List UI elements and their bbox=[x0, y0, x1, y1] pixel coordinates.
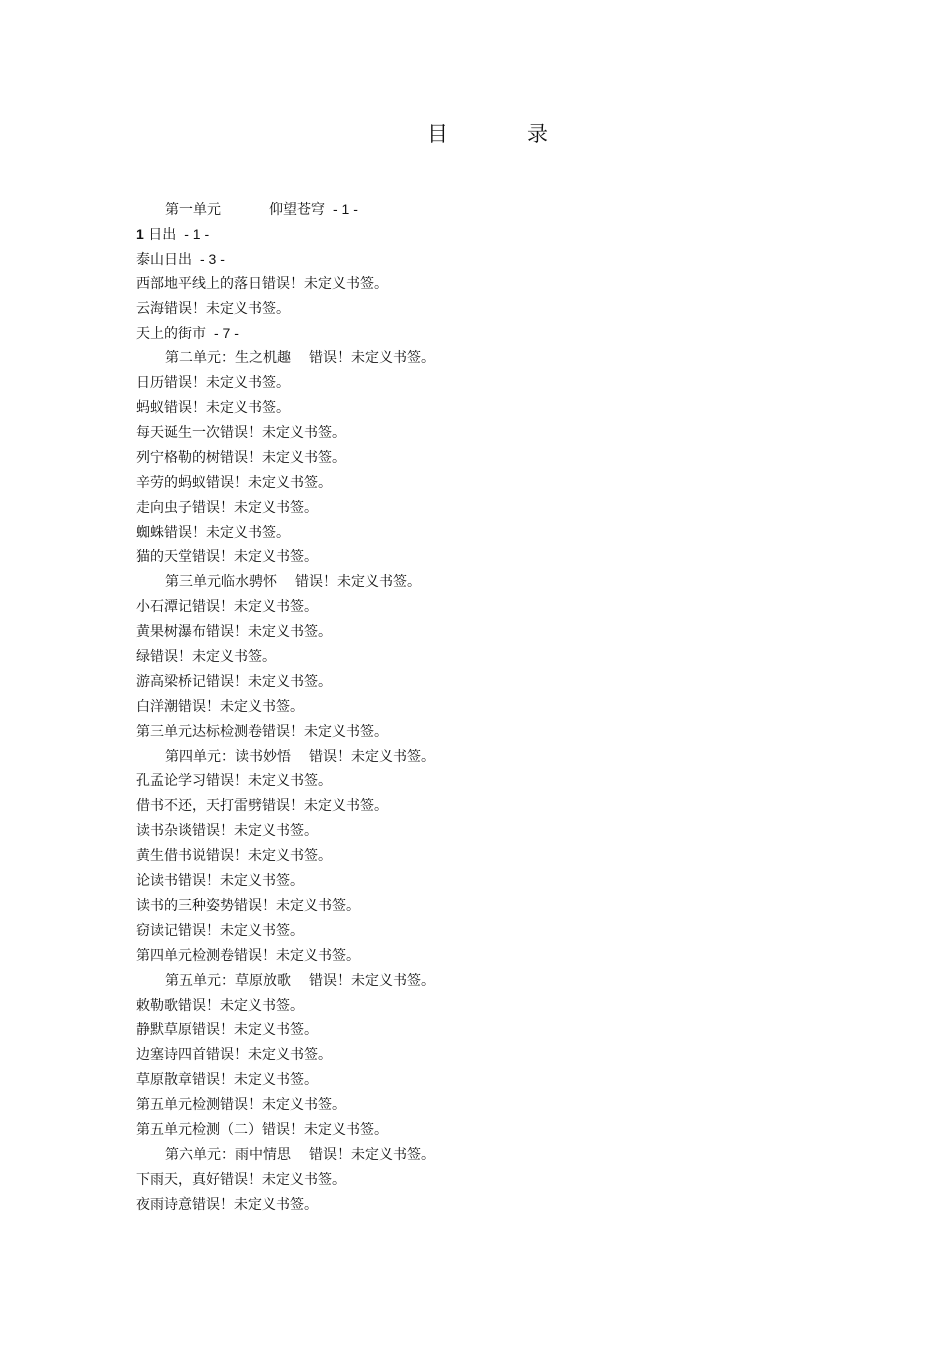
toc-unit-2[interactable] bbox=[136, 346, 836, 371]
toc-entry[interactable]: 夜雨诗意错误！未定义书签。 bbox=[136, 1196, 318, 1213]
toc-entry[interactable]: 绿错误！未定义书签。 bbox=[136, 649, 276, 666]
toc-entry[interactable]: 黄生借书说错误！未定义书签。 bbox=[136, 848, 332, 865]
unit-label: 第三单元临水骋怀 bbox=[165, 574, 277, 591]
toc-unit-4[interactable] bbox=[136, 745, 836, 770]
toc-entry[interactable]: 西部地平线上的落日错误！未定义书签。 bbox=[136, 275, 388, 292]
toc-entry[interactable]: 读书杂谈错误！未定义书签。 bbox=[136, 823, 318, 840]
toc-entry[interactable]: 白洋潮错误！未定义书签。 bbox=[136, 698, 304, 715]
toc-unit-5[interactable] bbox=[136, 969, 836, 994]
toc-entry[interactable]: 日历错误！未定义书签。 bbox=[136, 375, 290, 392]
unit-error: 错误！未定义书签。 bbox=[309, 350, 435, 367]
toc-entry[interactable]: 论读书错误！未定义书签。 bbox=[136, 873, 304, 890]
toc-entry[interactable]: 每天诞生一次错误！未定义书签。 bbox=[136, 425, 346, 442]
entry-text: 泰山日出 bbox=[136, 251, 192, 268]
unit-error: 错误！未定义书签。 bbox=[309, 748, 435, 765]
toc-entry[interactable]: 辛劳的蚂蚁错误！未定义书签。 bbox=[136, 474, 332, 491]
toc-entry[interactable]: 孔孟论学习错误！未定义书签。 bbox=[136, 773, 332, 790]
unit-label: 第二单元：生之机趣 bbox=[165, 350, 291, 367]
toc-entry[interactable]: 敕勒歌错误！未定义书签。 bbox=[136, 997, 304, 1014]
toc-entry[interactable]: 蚂蚁错误！未定义书签。 bbox=[136, 400, 290, 417]
toc-entry[interactable]: 第四单元检测卷错误！未定义书签。 bbox=[136, 947, 360, 964]
toc-entry[interactable]: 读书的三种姿势错误！未定义书签。 bbox=[136, 897, 360, 914]
unit-label: 第五单元：草原放歌 bbox=[165, 972, 291, 989]
toc-entry[interactable]: 下雨天，真好错误！未定义书签。 bbox=[136, 1171, 346, 1188]
toc-entry[interactable]: 边塞诗四首错误！未定义书签。 bbox=[136, 1047, 332, 1064]
toc-entry[interactable]: 云海错误！未定义书签。 bbox=[136, 300, 290, 317]
toc-entry[interactable]: 第五单元检测（二）错误！未定义书签。 bbox=[136, 1121, 388, 1138]
page-number: - 1 - bbox=[333, 201, 358, 217]
toc-entry[interactable]: 黄果树瀑布错误！未定义书签。 bbox=[136, 624, 332, 641]
toc-entry[interactable]: 草原散章错误！未定义书签。 bbox=[136, 1072, 318, 1089]
toc-entry[interactable]: 借书不还，天打雷劈错误！未定义书签。 bbox=[136, 798, 388, 815]
page-number: - 7 - bbox=[214, 325, 239, 342]
toc-entry[interactable]: 静默草原错误！未定义书签。 bbox=[136, 1022, 318, 1039]
toc-entry[interactable] bbox=[136, 222, 836, 247]
unit-label: 第四单元：读书妙悟 bbox=[165, 748, 291, 765]
unit-error: 错误！未定义书签。 bbox=[309, 972, 435, 989]
toc-entry[interactable]: 蜘蛛错误！未定义书签。 bbox=[136, 524, 290, 541]
entry-number: 1 bbox=[136, 225, 144, 242]
toc-entry[interactable] bbox=[136, 321, 836, 346]
toc-entry[interactable]: 小石潭记错误！未定义书签。 bbox=[136, 599, 318, 616]
unit-error: 错误！未定义书签。 bbox=[295, 574, 421, 591]
toc-unit-3[interactable] bbox=[136, 570, 836, 595]
page-number: - 1 - bbox=[184, 225, 210, 242]
toc-entry[interactable]: 走向虫子错误！未定义书签。 bbox=[136, 499, 318, 516]
toc-entry[interactable]: 列宁格勒的树错误！未定义书签。 bbox=[136, 449, 346, 466]
entry-text: 日出 bbox=[148, 226, 177, 243]
toc-entry[interactable]: 第五单元检测错误！未定义书签。 bbox=[136, 1097, 346, 1114]
toc-entry[interactable] bbox=[136, 247, 836, 272]
table-of-contents bbox=[136, 197, 836, 1218]
toc-entry[interactable]: 第三单元达标检测卷错误！未定义书签。 bbox=[136, 723, 388, 740]
unit-error: 错误！未定义书签。 bbox=[309, 1146, 435, 1163]
unit-name: 仰望苍穹 bbox=[269, 202, 325, 218]
title-char-2: 录 bbox=[527, 122, 548, 146]
unit-label: 第一单元 bbox=[165, 202, 221, 218]
title-char-1: 目 bbox=[427, 122, 448, 146]
toc-entry[interactable]: 猫的天堂错误！未定义书签。 bbox=[136, 549, 318, 566]
toc-entry[interactable]: 窃读记错误！未定义书签。 bbox=[136, 922, 304, 939]
toc-entry[interactable]: 游高梁桥记错误！未定义书签。 bbox=[136, 673, 332, 690]
toc-unit-1[interactable] bbox=[136, 197, 836, 222]
unit-label: 第六单元：雨中情思 bbox=[165, 1146, 291, 1163]
toc-unit-6[interactable] bbox=[136, 1143, 836, 1168]
entry-text: 天上的街市 bbox=[136, 326, 206, 343]
page-number: - 3 - bbox=[200, 250, 225, 267]
